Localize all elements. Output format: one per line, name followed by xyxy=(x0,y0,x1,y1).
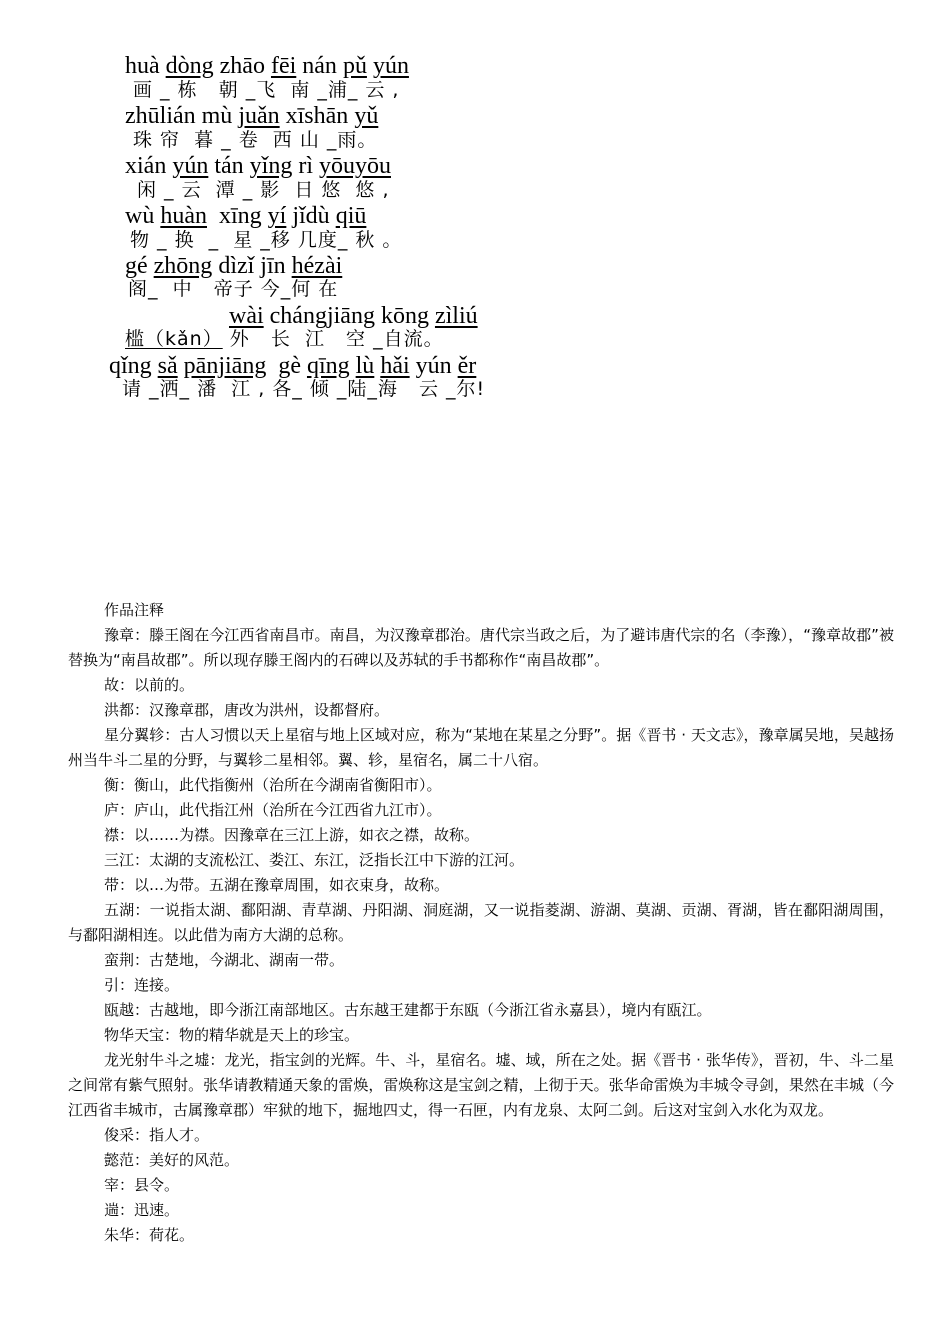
note-paragraph: 朱华：荷花。 xyxy=(104,1226,195,1244)
pinyin-segment: ěr xyxy=(457,353,477,379)
pinyin-segment: hǎi xyxy=(380,353,410,379)
hanzi-line-6 xyxy=(125,327,444,351)
note-paragraph: 故：以前的。 xyxy=(104,676,195,694)
note-paragraph: 襟：以……为襟。因豫章在三江上游，如衣之襟，故称。 xyxy=(104,826,480,844)
note-paragraph: 瓯越：古越地，即今浙江南部地区。古东越王建都于东瓯（今浙江省永嘉县），境内有瓯江。 xyxy=(104,1001,712,1019)
pinyin-segment: fēi xyxy=(270,53,297,79)
note-paragraph: 三江：太湖的支流松江、娄江、东江，泛指长江中下游的江河。 xyxy=(104,851,525,869)
pinyin-segment: zhōng xyxy=(153,253,213,279)
pinyin-segment: yún xyxy=(372,53,409,79)
pinyin-segment: nán xyxy=(296,53,343,79)
pinyin-segment: yǐng xyxy=(249,153,293,179)
pinyin-segment: xián xyxy=(125,153,173,179)
hanzi-line-3: 闲 _ 云 潭 _ 影 日 悠 悠 , xyxy=(137,179,390,201)
pinyin-segment: yǔ xyxy=(354,103,379,129)
note-paragraph: 宰：县令。 xyxy=(104,1176,180,1194)
hanzi-line-2: 珠 帘 暮 _ 卷 西 山 _雨。 xyxy=(133,129,378,151)
pinyin-segment: chángjiāng kōng xyxy=(263,303,435,329)
pinyin-line-4 xyxy=(125,202,366,230)
note-paragraph: 衡：衡山，此代指衡州（治所在今湖南省衡阳市）。 xyxy=(104,776,442,794)
pinyin-segment: gè xyxy=(266,353,307,379)
pinyin-segment: zhūlián mù xyxy=(125,103,239,129)
pinyin-segment: pānjiāng xyxy=(183,353,267,379)
note-paragraph: 带：以…为带。五湖在豫章周围，如衣束身，故称。 xyxy=(104,876,450,894)
pinyin-segment: sǎ xyxy=(157,353,178,379)
note-paragraph: 蛮荆：古楚地，今湖北、湖南一带。 xyxy=(104,951,345,969)
note-paragraph: 庐：庐山，此代指江州（治所在今江西省九江市）。 xyxy=(104,801,442,819)
pinyin-segment: hézài xyxy=(291,253,343,279)
hanzi-line-1: 画 _ 栋 朝 _飞 南 _浦_ 云 , xyxy=(133,79,400,101)
pinyin-segment: gé xyxy=(125,253,154,279)
pinyin-segment: xīshān xyxy=(279,103,355,129)
note-paragraph: 俊采：指人才。 xyxy=(104,1126,210,1144)
pinyin-segment: qiū xyxy=(335,203,367,229)
pinyin-segment: huàn xyxy=(160,203,207,229)
pinyin-segment: lù xyxy=(355,353,375,379)
note-paragraph: 星分翼轸：古人习惯以天上星宿与地上区域对应，称为“某地在某星之分野”。据《晋书 · 天文志》，豫章属吴地，吴越扬州当牛斗二星的分野，与翼轸二星相邻。翼、轸，星宿名，属二十八宿。 xyxy=(68,726,894,769)
pinyin-segment: jǐdù xyxy=(286,203,336,229)
pinyin-line-2 xyxy=(125,102,378,130)
notes-heading: 作品注释 xyxy=(104,601,165,619)
pinyin-line-1 xyxy=(125,52,409,80)
note-paragraph: 懿范：美好的风范。 xyxy=(104,1151,240,1169)
pinyin-segment: yí xyxy=(267,203,287,229)
hanzi-line-5: 阁_ 中 帝子 今_何 在 xyxy=(128,278,339,300)
note-paragraph: 洪都：汉豫章郡，唐改为洪州，设都督府。 xyxy=(104,701,390,719)
pinyin-line-3 xyxy=(125,152,391,180)
pinyin-segment: yún xyxy=(172,153,209,179)
pinyin-segment: xīng xyxy=(207,203,268,229)
pinyin-line-6 xyxy=(229,302,478,330)
pinyin-segment: wù xyxy=(125,203,161,229)
note-paragraph: 物华天宝：物的精华就是天上的珍宝。 xyxy=(104,1026,360,1044)
note-paragraph: 豫章：滕王阁在今江西省南昌市。南昌，为汉豫章郡治。唐代宗当政之后，为了避讳唐代宗的名（李豫），“豫章故郡”被替换为“南昌故郡”。所以现存滕王阁内的石碑以及苏轼的手书都称作“南昌故郡”。 xyxy=(68,626,894,669)
pinyin-line-5 xyxy=(125,252,342,280)
pinyin-segment: qǐng xyxy=(109,353,158,379)
pinyin-segment: dìzǐ jīn xyxy=(212,253,292,279)
pinyin-segment: yōuyōu xyxy=(319,153,391,179)
pinyin-segment: wài xyxy=(229,303,264,329)
hanzi-line-6-prefix: 槛（kǎn） xyxy=(125,328,223,350)
pinyin-segment: zìliú xyxy=(434,303,478,329)
pinyin-segment: yún xyxy=(409,353,458,379)
poem-section xyxy=(0,0,950,420)
hanzi-line-4: 物 _ 换 _ 星 _移 几度_ 秋 。 xyxy=(130,229,403,251)
pinyin-segment: zhāo xyxy=(213,53,271,79)
pinyin-segment: juǎn xyxy=(238,103,280,129)
pinyin-segment: qīng xyxy=(306,353,350,379)
pinyin-segment: tán xyxy=(208,153,250,179)
pinyin-segment: huà xyxy=(125,53,166,79)
note-paragraph: 遄：迅速。 xyxy=(104,1201,180,1219)
pinyin-segment: pǔ xyxy=(342,53,367,79)
note-paragraph: 五湖：一说指太湖、鄱阳湖、青草湖、丹阳湖、洞庭湖，又一说指菱湖、游湖、莫湖、贡湖、胥湖，皆在鄱阳湖周围，与鄱阳湖相连。以此借为南方大湖的总称。 xyxy=(68,901,894,944)
note-paragraph: 引：连接。 xyxy=(104,976,180,994)
pinyin-line-7 xyxy=(109,352,476,380)
note-paragraph: 龙光射牛斗之墟：龙光，指宝剑的光辉。牛、斗，星宿名。墟、域，所在之处。据《晋书 · 张华传》，晋初，牛、斗二星之间常有紫气照射。张华请教精通天象的雷焕，雷焕称这是宝剑之精，上彻于天。张华命雷焕为丰城令寻剑，果然在丰城（今江西省丰城市，古属豫章郡）牢狱的地下，掘地四丈，得一石匣，内有龙泉、太阿二剑。后这对宝剑入水化为双龙。 xyxy=(68,1051,894,1119)
hanzi-line-6-text: 外 长 江 空 _自流。 xyxy=(222,328,444,350)
hanzi-line-7: 请 _洒_ 潘 江 , 各_ 倾 _陆_海 云 _尔! xyxy=(122,378,486,400)
pinyin-segment: dòng xyxy=(165,53,214,79)
annotation-section xyxy=(68,598,894,1248)
pinyin-segment: rì xyxy=(292,153,319,179)
notes-list xyxy=(68,623,894,1248)
